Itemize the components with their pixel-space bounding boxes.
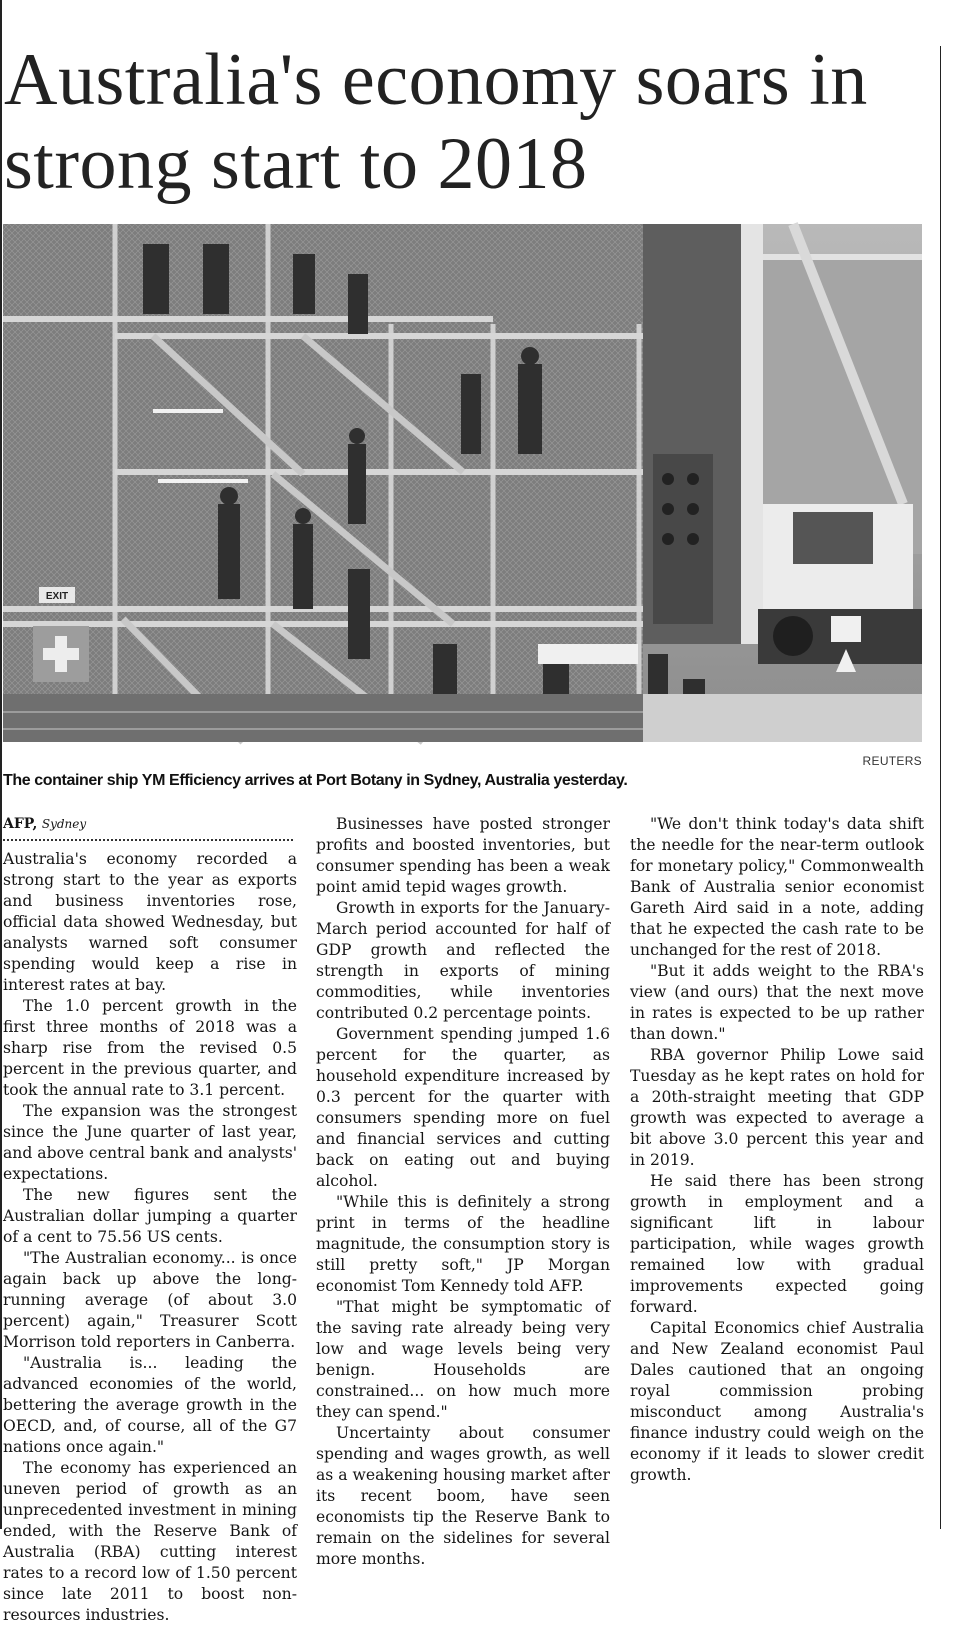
byline-divider [3,839,293,841]
article-paragraph: "But it adds weight to the RBA's view (and ours) that the next move in rates is expected to be up rather than down." [630,962,924,1043]
article-paragraph: He said there has been strong growth in employment and a significant lift in labour participation, while wages growth remained low with gradual improvements expected going forward. [630,1172,924,1316]
article-paragraph: Australia's economy recorded a strong start to the year as exports and business inventories rose, official data showed Wednesday, but analysts warned soft consumer spending would keep a rise in interest rates at bay. [3,850,297,994]
article-column-3 [630,814,924,1529]
news-photo [3,224,922,742]
article-paragraph: Capital Economics chief Australia and New Zealand economist Paul Dales cautioned that an ongoing royal commission probing misconduct among Australia's finance industry could weigh on the economy if it leads to slower credit growth. [630,1319,924,1484]
article-paragraph: The new figures sent the Australian dollar jumping a quarter of a cent to 75.56 US cents. [3,1186,297,1246]
article-paragraph: Uncertainty about consumer spending and wages growth, as well as a weakening housing market after its recent boom, have seen economists tip the Reserve Bank to remain on the sidelines for several more months. [316,1424,610,1568]
article-paragraph: Businesses have posted stronger profits and boosted inventories, but consumer spending has been a weak point amid tepid wages growth. [316,815,610,896]
article-paragraph: The economy has experienced an uneven period of growth as an unprecedented investment in mining ended, with the Reserve Bank of Australia (RBA) cutting interest rates to a record low of 1.50 percent since late 2011 to boost non-resources industries. [3,1459,297,1624]
left-column-rule [0,0,2,1529]
article-paragraph: Government spending jumped 1.6 percent for the quarter, as household expenditure increased by 0.3 percent for the quarter with consumers spending more on fuel and financial services and cutting back on eating out and buying alcohol. [316,1025,610,1190]
photo-credit: REUTERS [862,754,922,768]
article-paragraph: The expansion was the strongest since the June quarter of last year, and above central bank and analysts' expectations. [3,1102,297,1183]
article-paragraph: "We don't think today's data shift the needle for the near-term outlook for monetary policy," Commonwealth Bank of Australia senior economist Gareth Aird said in a note, adding that he expected the cash rate to be unchanged for the rest of 2018. [630,815,924,959]
article-paragraph: RBA governor Philip Lowe said Tuesday as he kept rates on hold for a 20th-straight meeting that GDP growth was expected to average a bit above 3.0 percent this year and in 2019. [630,1046,924,1169]
article-paragraph: "Australia is... leading the advanced economies of the world, bettering the average growth in the OECD, and, of course, all of the G7 nations once again." [3,1354,297,1456]
byline-agency: AFP, [3,816,38,832]
exit-sign-text: EXIT [45,591,69,602]
article-paragraph: Growth in exports for the January-March period accounted for half of GDP growth and reflected the strength in exports of mining commodities, while inventories contributed 0.2 percentage points. [316,899,610,1022]
dateline [3,814,297,835]
byline-city: Sydney [41,817,87,831]
construction-scaffold-image [3,224,922,742]
previous-page-strip [0,0,954,8]
article-paragraph: "While this is definitely a strong print in terms of the headline magnitude, the consumption story is still pretty soft," JP Morgan economist Tom Kennedy told AFP. [316,1193,610,1295]
article-column-1 [3,814,297,1624]
photo-caption: The container ship YM Efficiency arrives at Port Botany in Sydney, Australia yesterday. [3,772,628,789]
article-paragraph: The 1.0 percent growth in the first three months of 2018 was a sharp rise from the revised 0.5 percent in the previous quarter, and took the annual rate to 3.1 percent. [3,997,297,1099]
article-paragraph: "The Australian economy... is once again back up above the long-running average (of about 3.0 percent) again," Treasurer Scott Morrison told reporters in Canberra. [3,1249,297,1351]
right-column-rule [940,46,941,1529]
article-paragraph: "That might be symptomatic of the saving rate already being very low and wage levels being very benign. Households are constrained... on how much more they can spend." [316,1298,610,1421]
article-column-2 [316,814,610,1568]
headline: Australia's economy soars in strong start to 2018 [4,39,868,205]
